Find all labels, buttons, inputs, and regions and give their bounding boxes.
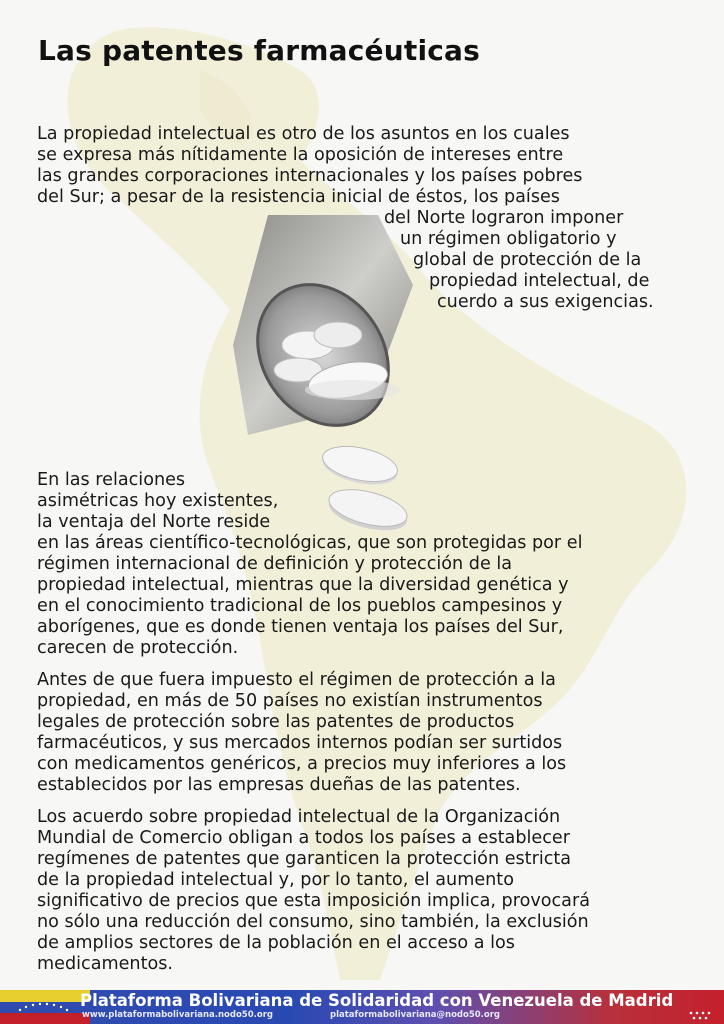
paragraph-1-line: del Sur; a pesar de la resistencia inicial de éstos, los países — [37, 187, 560, 207]
paragraph-3-line: establecidos por las empresas dueñas de las patentes. — [37, 775, 521, 795]
paragraph-3-line: legales de protección sobre las patentes de productos — [37, 712, 515, 732]
paragraph-1-line: La propiedad intelectual es otro de los asuntos en los cuales — [37, 124, 570, 144]
pill-bottle-icon — [228, 205, 418, 455]
paragraph-4-line: regímenes de patentes que garanticen la protección estricta — [37, 849, 572, 869]
paragraph-4-line: de amplios sectores de la población en el acceso a los — [37, 933, 515, 953]
paragraph-1-line: global de protección de la — [413, 250, 642, 270]
footer-website-link[interactable]: www.plataformabolivariana.nodo50.org — [82, 1010, 273, 1020]
paragraph-1-line: las grandes corporaciones internacionales y los países pobres — [37, 166, 583, 186]
footer-banner — [0, 990, 724, 1024]
page-title: Las patentes farmacéuticas — [38, 34, 481, 67]
paragraph-2-line: carecen de protección. — [37, 638, 239, 658]
footer-email-link[interactable]: plataformabolivariana@nodo50.org — [330, 1010, 500, 1020]
paragraph-4-line: no sólo una reducción del consumo, sino también, la exclusión — [37, 912, 589, 932]
paragraph-2-line: en las áreas científico-tecnológicas, que son protegidas por el — [37, 533, 583, 553]
paragraph-2-line: propiedad intelectual, mientras que la diversidad genética y — [37, 575, 569, 595]
paragraph-4-line: de la propiedad intelectual y, por lo tanto, el aumento — [37, 870, 514, 890]
paragraph-2-line: asimétricas hoy existentes, — [37, 491, 279, 511]
paragraph-2-line: aborígenes, que es donde tienen ventaja los países del Sur, — [37, 617, 564, 637]
paragraph-1-line: se expresa más nítidamente la oposición de intereses entre — [37, 145, 564, 165]
paragraph-1-line: un régimen obligatorio y — [400, 229, 617, 249]
paragraph-3-line: con medicamentos genéricos, a precios muy inferiores a los — [37, 754, 567, 774]
paragraph-2-line: régimen internacional de definición y protección de la — [37, 554, 513, 574]
paragraph-4-line: Mundial de Comercio obligan a todos los países a establecer — [37, 828, 570, 848]
paragraph-3-line: farmacéuticos, y sus mercados internos podían ser surtidos — [37, 733, 563, 753]
paragraph-1-line: propiedad intelectual, de — [429, 271, 650, 291]
paragraph-2-line: En las relaciones — [37, 470, 186, 490]
paragraph-3-line: propiedad, en más de 50 países no existían instrumentos — [37, 691, 543, 711]
paragraph-4-line: medicamentos. — [37, 954, 174, 974]
paragraph-1-line: cuerdo a sus exigencias. — [437, 292, 654, 312]
paragraph-4-line: significativo de precios que esta imposición implica, provocará — [37, 891, 590, 911]
paragraph-4-line: Los acuerdo sobre propiedad intelectual de la Organización — [37, 807, 561, 827]
paragraph-3-line: Antes de que fuera impuesto el régimen de protección a la — [37, 670, 556, 690]
paragraph-2-line: en el conocimiento tradicional de los pueblos campesinos y — [37, 596, 563, 616]
tablets-icon — [316, 440, 412, 536]
paragraph-1-line: del Norte lograron imponer — [384, 208, 624, 228]
venezuela-flag-icon — [0, 990, 90, 1024]
paragraph-2-line: la ventaja del Norte reside — [37, 512, 271, 532]
footer-title: Plataforma Bolivariana de Solidaridad con Venezuela de Madrid — [80, 991, 674, 1010]
madrid-stars-icon — [688, 1010, 714, 1022]
